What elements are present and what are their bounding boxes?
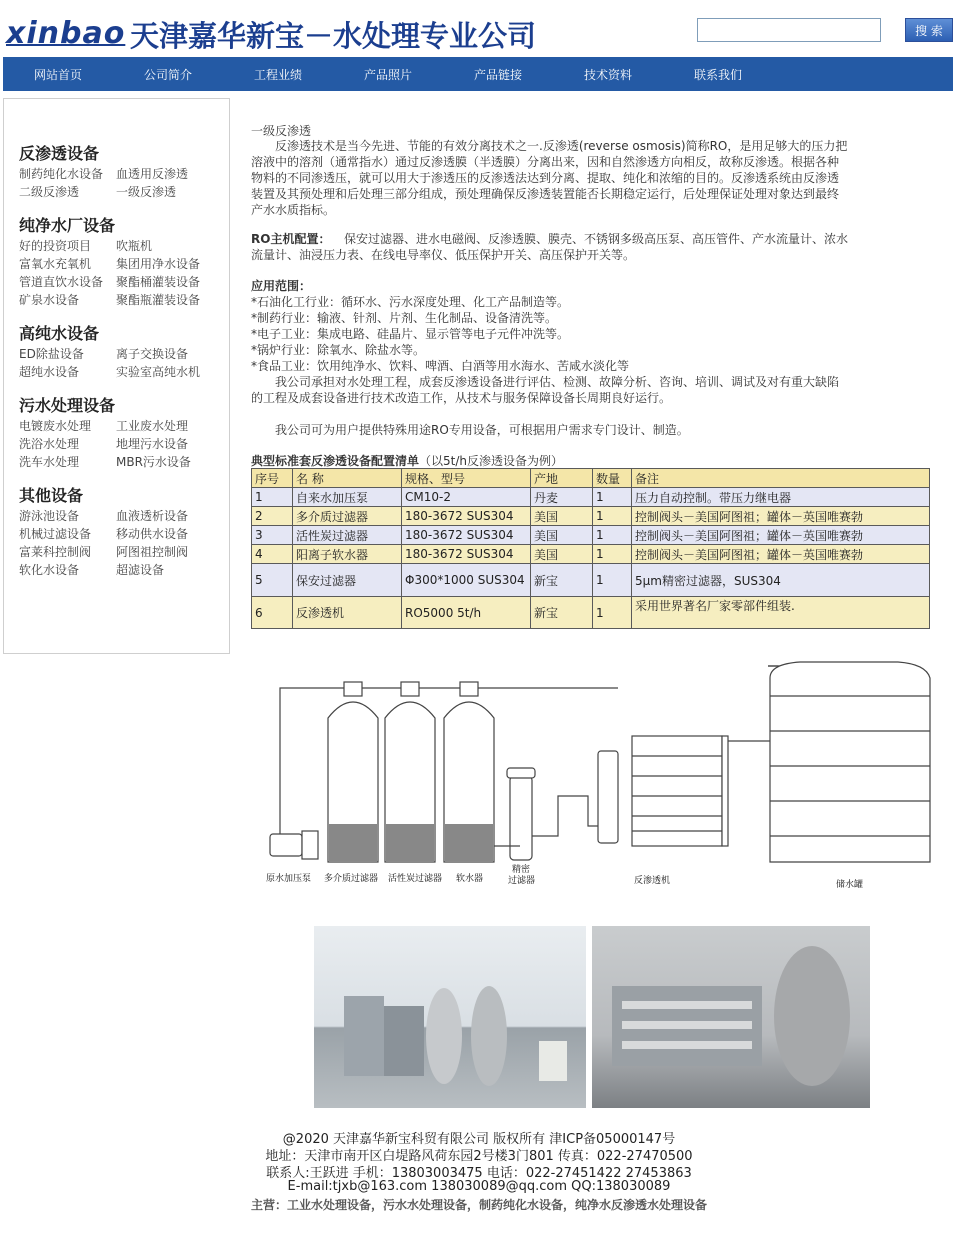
sidebar-link[interactable]: 集团用净水设备 bbox=[116, 257, 201, 271]
table-header-cell: 序号 bbox=[252, 469, 293, 488]
sidebar-link[interactable]: 血液透析设备 bbox=[116, 509, 189, 523]
table-header-row bbox=[252, 469, 930, 488]
scope-line: 的工程及成套设备进行技术改造工作，从技术与服务保障设备长周期良好运行。 bbox=[251, 391, 672, 405]
sidebar-link[interactable]: 工业废水处理 bbox=[116, 419, 189, 433]
table-cell: 180-3672 SUS304 bbox=[402, 507, 531, 526]
article-heading: 一级反渗透 bbox=[251, 124, 312, 138]
table-cell: 控制阀头－美国阿图祖；罐体－英国唯赛勃 bbox=[632, 507, 930, 526]
table-cell: 多介质过滤器 bbox=[293, 507, 402, 526]
logo-chinese: 天津嘉华新宝－水处理专业公司 bbox=[130, 19, 537, 53]
nav-projects[interactable]: 工程业绩 bbox=[253, 67, 302, 82]
sidebar-link[interactable]: 吹瓶机 bbox=[116, 239, 153, 253]
sidebar-link[interactable]: 二级反渗透 bbox=[19, 185, 80, 199]
sidebar-link[interactable]: 富氧水充氧机 bbox=[19, 257, 92, 271]
main-nav bbox=[3, 57, 953, 91]
sidebar-link[interactable]: 超纯水设备 bbox=[19, 365, 80, 379]
table-row bbox=[252, 564, 930, 597]
footer-address: 地址：天津市南开区白堤路风荷东园2号楼3门801 传真：022-27470500 bbox=[265, 1149, 693, 1164]
footer-email: E-mail:tjxb@163.com 13803008​9@qq.com QQ:138030089 bbox=[287, 1179, 671, 1194]
ro-config-line: 流量计、油浸压力表、在线电导率仪、低压保护开关、高压保护开关等。 bbox=[251, 248, 636, 262]
sidebar bbox=[3, 98, 230, 654]
scope-line: *制药行业：输液、针剂、片剂、生化制品、设备清洗等。 bbox=[251, 311, 558, 325]
table-cell: 2 bbox=[252, 507, 293, 526]
table-cell: 控制阀头－美国阿图祖；罐体－英国唯赛勃 bbox=[632, 545, 930, 564]
diagram-label: 活性炭过滤器 bbox=[388, 874, 443, 884]
ro-config-label: RO主机配置： bbox=[251, 232, 331, 246]
diagram-label: 精密 bbox=[512, 865, 531, 875]
nav-home[interactable]: 网站首页 bbox=[33, 67, 82, 82]
sidebar-link[interactable]: 移动供水设备 bbox=[116, 527, 189, 541]
scope-line: *食品工业：饮用纯净水、饮料、啤酒、白酒等用水海水、苦咸水淡化等 bbox=[251, 359, 630, 373]
sidebar-link[interactable]: 软化水设备 bbox=[19, 563, 80, 577]
sidebar-link[interactable]: 富莱科控制阀 bbox=[19, 545, 92, 559]
sidebar-link[interactable]: 电镀废水处理 bbox=[19, 419, 92, 433]
footer-copyright: @2020 天津嘉华新宝科贸有限公司 版权所有 津ICP备05000147号 bbox=[282, 1132, 676, 1147]
table-cell: 阳离子软水器 bbox=[293, 545, 402, 564]
sidebar-link[interactable]: 机械过滤设备 bbox=[19, 527, 92, 541]
table-title-main: 典型标准套反渗透设备配置清单 bbox=[251, 454, 420, 468]
scope-line: 我公司承担对水处理工程，成套反渗透设备进行评估、检测、故障分析、咨询、培训、调试及对有重大缺陷 bbox=[251, 375, 840, 389]
footer-main-business: 主营：工业水处理设备，污水水处理设备，制药纯化水设备，纯净水反渗透水处理设备 bbox=[250, 1198, 707, 1212]
nav-tech[interactable]: 技术资料 bbox=[583, 67, 632, 82]
scope-label: 应用范围： bbox=[251, 279, 312, 293]
nav-about[interactable]: 公司简介 bbox=[143, 67, 192, 82]
table-cell: 3 bbox=[252, 526, 293, 545]
table-title-sub: （以5t/h反渗透设备为例） bbox=[419, 454, 564, 468]
table-cell: 1 bbox=[252, 488, 293, 507]
table-row bbox=[252, 507, 930, 526]
equipment-photo-2-graphic bbox=[592, 926, 870, 1108]
table-header-cell: 数量 bbox=[593, 469, 632, 488]
scope-line: *锅炉行业：除氧水、除盐水等。 bbox=[251, 343, 426, 357]
sidebar-link[interactable]: 聚酯桶灌装设备 bbox=[116, 275, 201, 289]
nav-contact[interactable]: 联系我们 bbox=[693, 67, 742, 82]
table-cell: 180-3672 SUS304 bbox=[402, 526, 531, 545]
table-row bbox=[252, 545, 930, 564]
sidebar-link[interactable]: 洗浴水处理 bbox=[19, 437, 80, 451]
table-row bbox=[252, 488, 930, 507]
table-cell: 1 bbox=[593, 564, 632, 597]
table-cell: 美国 bbox=[531, 545, 593, 564]
table-cell: 控制阀头－美国阿图祖；罐体－英国唯赛勃 bbox=[632, 526, 930, 545]
config-table bbox=[251, 468, 930, 629]
sidebar-link[interactable]: 离子交换设备 bbox=[116, 347, 189, 361]
table-cell: 活性炭过滤器 bbox=[293, 526, 402, 545]
sidebar-link[interactable]: 好的投资项目 bbox=[19, 239, 92, 253]
table-cell: 自来水加压泵 bbox=[293, 488, 402, 507]
sidebar-category-title: 纯净水厂设备 bbox=[19, 216, 116, 235]
diagram-label: 原水加压泵 bbox=[266, 874, 312, 884]
sidebar-link[interactable]: 超滤设备 bbox=[116, 563, 165, 577]
article-paragraph-line: 溶液中的溶剂（通常指水）通过反渗透膜（半透膜）分离出来，因和自然渗透方向相反，故称反渗透。根据各种 bbox=[251, 155, 840, 169]
diagram-label: 过滤器 bbox=[508, 876, 536, 886]
article-paragraph-line: 物料的不同渗透压，就可以用大于渗透压的反渗透法达到分离、提取、纯化和浓缩的目的。反渗透系统由反渗透 bbox=[251, 171, 840, 185]
diagram-label: 多介质过滤器 bbox=[324, 874, 379, 884]
search-input[interactable] bbox=[697, 18, 881, 42]
table-cell: 保安过滤器 bbox=[293, 564, 402, 597]
sidebar-link[interactable]: 聚酯瓶灌装设备 bbox=[116, 293, 201, 307]
sidebar-link[interactable]: MBR污水设备 bbox=[116, 455, 191, 469]
scope-line: *石油化工行业：循环水、污水深度处理、化工产品制造等。 bbox=[251, 295, 570, 309]
table-cell: 1 bbox=[593, 507, 632, 526]
diagram-label: 反渗透机 bbox=[634, 876, 671, 886]
process-diagram bbox=[258, 656, 942, 892]
sidebar-category-title: 污水处理设备 bbox=[19, 396, 116, 415]
sidebar-category-title: 其他设备 bbox=[19, 486, 84, 505]
sidebar-link[interactable]: 制药纯化水设备 bbox=[19, 167, 104, 181]
ro-config-line: 保安过滤器、进水电磁阀、反渗透膜、膜壳、不锈钢多级高压泵、高压管件、产水流量计、浓水 bbox=[344, 232, 849, 246]
table-cell: 美国 bbox=[531, 526, 593, 545]
footer-contact: 联系人:王跃进 手机：13803003475 电话：022-27451422 27453863 bbox=[266, 1166, 692, 1181]
table-cell: 新宝 bbox=[531, 564, 593, 597]
diagram-label: 软水器 bbox=[456, 874, 484, 884]
table-cell: Φ300*1000 SUS304 bbox=[402, 564, 531, 597]
table-cell: 1 bbox=[593, 488, 632, 507]
logo-english: xinbao bbox=[6, 16, 126, 51]
table-cell: 新宝 bbox=[531, 597, 593, 629]
sidebar-category-title: 高纯水设备 bbox=[19, 324, 100, 343]
sidebar-link[interactable]: 管道直饮水设备 bbox=[19, 275, 104, 289]
diagram-label: 储水罐 bbox=[836, 880, 864, 890]
table-cell: 美国 bbox=[531, 507, 593, 526]
equipment-photo-1 bbox=[314, 926, 586, 1108]
table-cell: 6 bbox=[252, 597, 293, 629]
equipment-photo-2 bbox=[592, 926, 870, 1108]
table-row bbox=[252, 526, 930, 545]
nav-links[interactable]: 产品链接 bbox=[473, 67, 522, 82]
special-line: 我公司可为用户提供特殊用途RO专用设备，可根据用户需求专门设计、制造。 bbox=[251, 423, 689, 437]
table-header-cell: 产地 bbox=[531, 469, 593, 488]
scope-line: *电子工业：集成电路、硅晶片、显示管等电子元件冲洗等。 bbox=[251, 327, 570, 341]
article-paragraph-line: 产水水质指标。 bbox=[251, 203, 336, 217]
sidebar-link[interactable]: 洗车水处理 bbox=[19, 455, 80, 469]
table-cell: 反渗透机 bbox=[293, 597, 402, 629]
equipment-photo-1-graphic bbox=[314, 926, 586, 1108]
sidebar-link[interactable]: 地埋污水设备 bbox=[116, 437, 189, 451]
search-button[interactable]: 搜 索 bbox=[905, 18, 953, 42]
table-header-cell: 规格、型号 bbox=[402, 469, 531, 488]
article-paragraph-line: 装置及其预处理和后处理三部分组成，预处理确保反渗透装置能否长期稳定运行，后处理保证处理对象达到最终 bbox=[251, 187, 840, 201]
table-cell: 采用世界著名厂家零部件组装. bbox=[632, 597, 930, 629]
table-cell: 5μm精密过滤器，SUS304 bbox=[632, 564, 930, 597]
table-cell: 丹麦 bbox=[531, 488, 593, 507]
table-cell: 4 bbox=[252, 545, 293, 564]
sidebar-category-title: 反渗透设备 bbox=[19, 144, 100, 163]
table-cell: 5 bbox=[252, 564, 293, 597]
table-cell: 1 bbox=[593, 545, 632, 564]
table-cell: 1 bbox=[593, 597, 632, 629]
sidebar-link[interactable]: 实验室高纯水机 bbox=[116, 365, 201, 379]
sidebar-link[interactable]: 阿图祖控制阀 bbox=[116, 545, 189, 559]
sidebar-link[interactable]: 矿泉水设备 bbox=[19, 293, 80, 307]
table-cell: 180-3672 SUS304 bbox=[402, 545, 531, 564]
article-paragraph-line: 反渗透技术是当今先进、节能的有效分离技术之一.反渗透(reverse osmosis)简称RO，是用足够大的压力把 bbox=[251, 139, 848, 153]
sidebar-link[interactable]: ED除盐设备 bbox=[19, 347, 84, 361]
table-row bbox=[252, 597, 930, 629]
table-cell: CM10-2 bbox=[402, 488, 531, 507]
sidebar-link[interactable]: 游泳池设备 bbox=[19, 509, 80, 523]
sidebar-link[interactable]: 血透用反渗透 bbox=[116, 167, 189, 181]
nav-photos[interactable]: 产品照片 bbox=[363, 67, 412, 82]
table-cell: 压力自动控制。带压力继电器 bbox=[632, 488, 930, 507]
table-header-cell: 名 称 bbox=[293, 469, 402, 488]
sidebar-link[interactable]: 一级反渗透 bbox=[116, 185, 177, 199]
table-header-cell: 备注 bbox=[632, 469, 930, 488]
table-title bbox=[251, 453, 563, 469]
table-cell: RO5000 5t/h bbox=[402, 597, 531, 629]
table-cell: 1 bbox=[593, 526, 632, 545]
